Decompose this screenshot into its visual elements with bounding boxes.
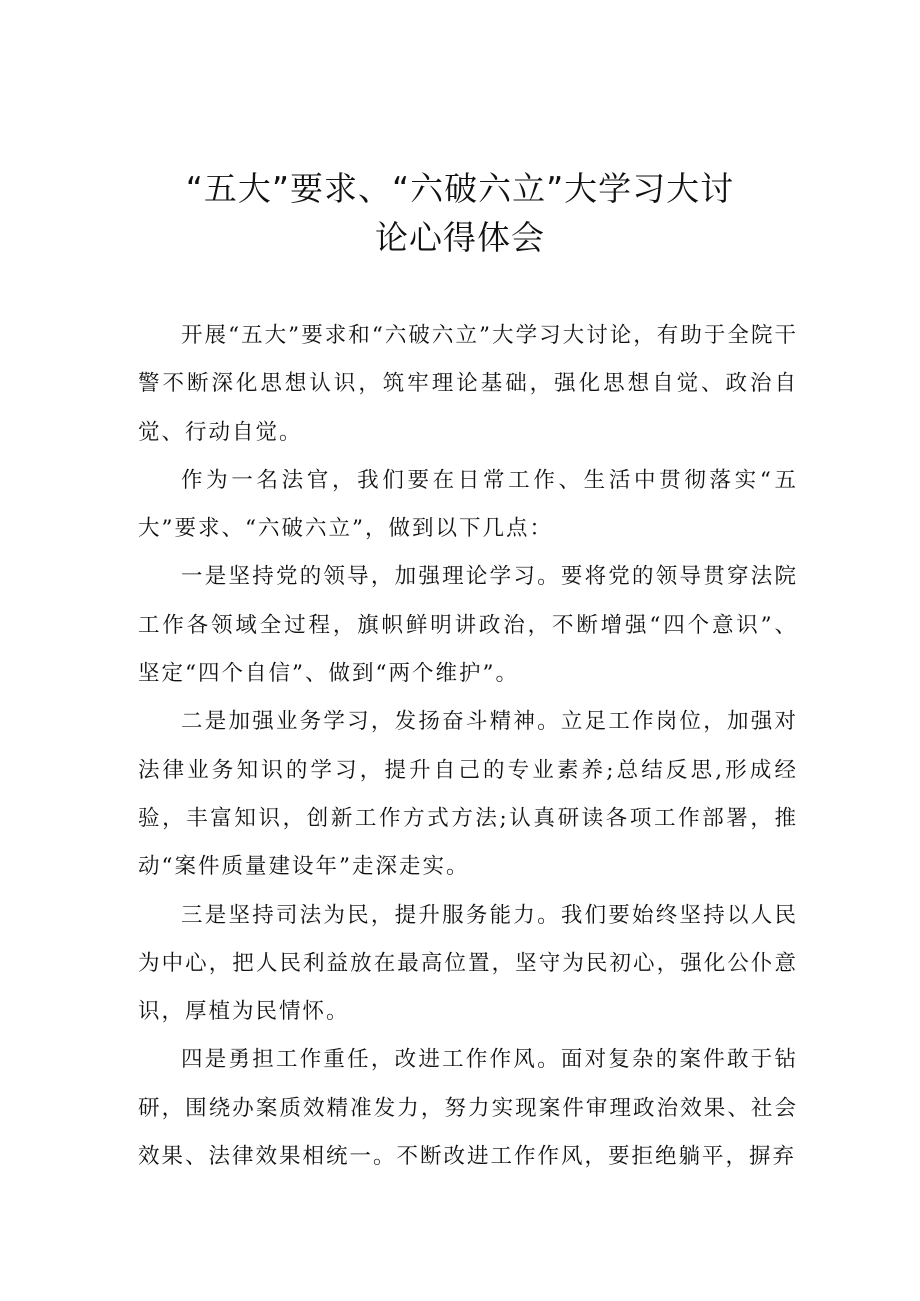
- document-body: [138, 312, 798, 1181]
- document-title: [100, 164, 820, 262]
- paragraph-point-three: 三是坚持司法为民，提升服务能力。我们要始终坚持以人民为中心，把人民利益放在最高位置，坚守为民初心，强化公仆意识，厚植为民情怀。: [138, 902, 798, 1025]
- paragraph-point-two: 二是加强业务学习，发扬奋斗精神。立足工作岗位，加强对法律业务知识的学习，提升自己的专业素养;总结反思,形成经验，丰富知识，创新工作方式方法;认真研读各项工作部署，推动“案件质量建设年”走深走实。: [138, 709, 798, 880]
- paragraph-intro: 开展“五大”要求和“六破六立”大学习大讨论，有助于全院干警不断深化思想认识，筑牢理论基础，强化思想自觉、政治自觉、行动自觉。: [138, 323, 798, 445]
- paragraph-point-one: 一是坚持党的领导，加强理论学习。要将党的领导贯穿法院工作各领域全过程，旗帜鲜明讲政治，不断增强“四个意识”、坚定“四个自信”、做到“两个维护”。: [138, 564, 798, 687]
- title-line-2: 论心得体会: [375, 218, 545, 257]
- title-line-1: “五大”要求、“六破六立”大学习大讨: [185, 169, 735, 208]
- paragraph-point-four: 四是勇担工作重任，改进工作作风。面对复杂的案件敢于钻研，围绕办案质效精准发力，努力实现案件审理政治效果、社会效果、法律效果相统一。不断改进工作作风，要拒绝躺平，摒弃: [138, 1047, 798, 1170]
- paragraph-requirements: 作为一名法官，我们要在日常工作、生活中贯彻落实“五大”要求、“六破六立”，做到以下几点：: [138, 467, 798, 542]
